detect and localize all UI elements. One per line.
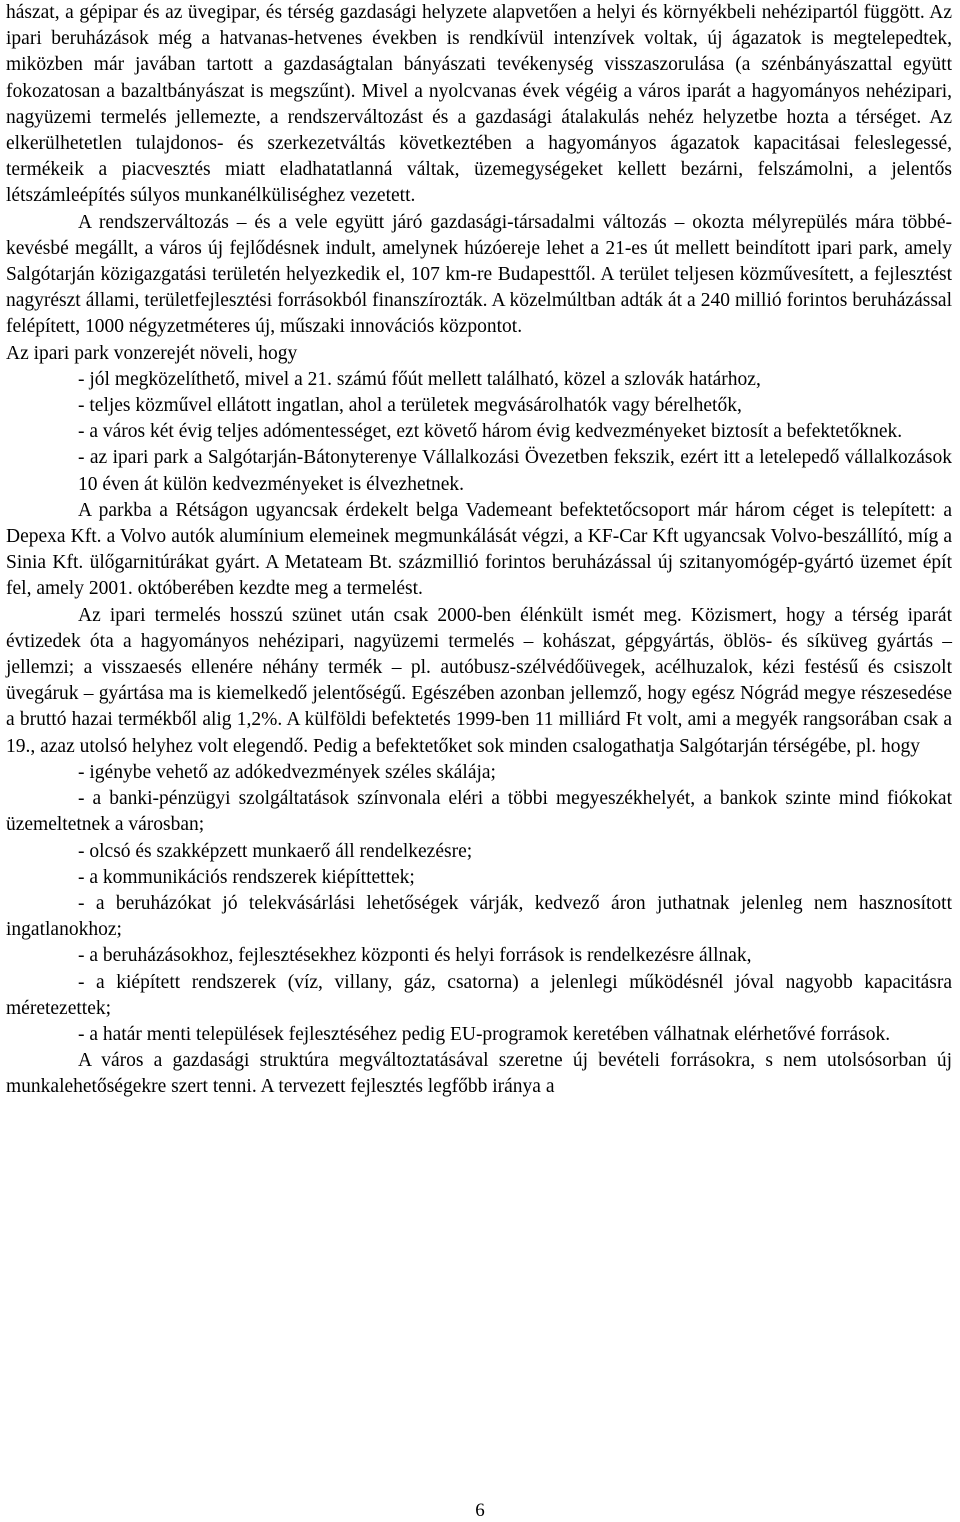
list-item: - a kommunikációs rendszerek kiépíttettek; bbox=[78, 866, 415, 888]
paragraph-1: hászat, a gépipar és az üvegipar, és térség gazdasági helyzete alapvetően a helyi és környékbeli nehézipartól függött. Az ipari beruházások még a hatvanas-hetvenes években is rendkívül intenzívek voltak, új ágazatok is megtelepedtek, miközben már javában tartott a gazdaságtalan bányászati tevékenység visszaszorulása (a szénbányászattal együtt fokozatosan a bazaltbányászat is megszűnt). Mivel a nyolcvanas évek végéig a város iparát a hagyományos nehézipari, nagyüzemi termelés jellemezte, a rendszerváltozást és a gazdasági átalakulás nehéz helyzetbe hozta a térséget. Az elkerülhetetlen tulajdonos- és szerkezetváltás következtében a hagyományos ágazatok kapacitásai feleslegessé, termékeik a piacvesztés miatt eladhatatlanná váltak, üzemegységeket kellett bezárni, felszámolni, a jelentős létszámleépítés súlyos munkanélküliséghez vezetett. bbox=[6, 2, 952, 207]
list-item: - a város két évig teljes adómentességet, ezt követő három évig kedvezményeket biztosít a befektetőknek. bbox=[78, 421, 903, 443]
paragraph-3: Az ipari park vonzerejét növeli, hogy bbox=[6, 342, 298, 364]
document-page bbox=[6, 0, 952, 1101]
page-number: 6 bbox=[475, 1500, 485, 1521]
paragraph-2: A rendszerváltozás – és a vele együtt járó gazdasági-társadalmi változás – okozta mélyrepülés mára többé-kevésbé megállt, a város új fejlődésnek indult, amelynek húzóereje lehet a 21-es út mellett beindított ipari park, amely Salgótarján közigazgatási területén helyezkedik el, 107 km-re Budapesttől. A terület teljesen közművesített, a fejlesztést nagyrészt állami, területfejlesztési forrásokból finanszírozták. A közelmúltban adták át a 240 millió forintos beruházással felépített, 1000 négyzetméteres új, műszaki innovációs központot. bbox=[6, 211, 952, 338]
list-item: - a banki-pénzügyi szolgáltatások színvonala eléri a többi megyeszékhelyét, a bankok szinte mind fiókokat üzemeltetnek a városban; bbox=[6, 788, 952, 836]
paragraph-6: A város a gazdasági struktúra megváltoztatásával szeretne új bevételi forrásokra, s nem utolsósorban új munkalehetőségekre szert tenni. A tervezett fejlesztés legfőbb iránya a bbox=[6, 1050, 952, 1098]
paragraph-4: A parkba a Rétságon ugyancsak érdekelt belga Vademeant befektetőcsoport már három céget is telepített: a Depexa Kft. a Volvo autók alumínium elemeinek megmunkálását végzi, a KF-Car Kft ugyancsak Volvo-beszállító, míg a Sinia Kft. ülőgarnitúrákat gyárt. A Metateam Bt. százmillió forintos beruházással új szitanyomógép-gyártó üzemet épít fel, amely 2001. októberében kezdte meg a termelést. bbox=[6, 499, 952, 600]
list-item: - jól megközelíthető, mivel a 21. számú főút mellett található, közel a szlovák határhoz, bbox=[78, 368, 761, 390]
list-item: - olcsó és szakképzett munkaerő áll rendelkezésre; bbox=[78, 840, 473, 862]
list-item: - az ipari park a Salgótarján-Bátonyterenye Vállalkozási Övezetben fekszik, ezért itt a letelepedő vállalkozások 10 éven át külön kedvezményeket is élvezhetnek. bbox=[78, 447, 952, 495]
list-item: - teljes közművel ellátott ingatlan, ahol a területek megvásárolhatók vagy bérelhetők, bbox=[78, 395, 742, 417]
paragraph-5: Az ipari termelés hosszú szünet után csak 2000-ben élénkült ismét meg. Közismert, hogy a térség iparát évtizedek óta a hagyományos nehézipari, nagyüzemi termelés – kohászat, gépgyártás, öblös- és síküveg gyártás – jellemzi; a visszaesés ellenére néhány termék – pl. autóbusz-szélvédőüvegek, acélhuzalok, kézi festésű és csiszolt üvegáruk – gyártása ma is kiemelkedő jelentőségű. Egészében azonban jellemző, hogy egész Nógrád megye részesedése a bruttó hazai termékből alig 1,2%. A külföldi befektetés 1999-ben 11 milliárd Ft volt, ami a megyék rangsorában csak a 19., azaz utolsó helyhez volt elegendő. Pedig a befektetőket sok minden csalogathatja Salgótarján térségébe, pl. hogy bbox=[6, 604, 952, 757]
list-item: - a kiépített rendszerek (víz, villany, gáz, csatorna) a jelenlegi működésnél jóval nagyobb kapacitásra méretezettek; bbox=[6, 971, 952, 1019]
list-item: - a határ menti települések fejlesztéséhez pedig EU-programok keretében válhatnak elérhetővé források. bbox=[78, 1023, 891, 1045]
list-item: - a beruházásokhoz, fejlesztésekhez központi és helyi források is rendelkezésre állnak, bbox=[78, 945, 752, 967]
list-item: - a beruházókat jó telekvásárlási lehetőségek várják, kedvező áron juthatnak jelenleg nem hasznosított ingatlanokhoz; bbox=[6, 892, 952, 941]
list-item: - igénybe vehető az adókedvezmények széles skálája; bbox=[78, 761, 496, 783]
